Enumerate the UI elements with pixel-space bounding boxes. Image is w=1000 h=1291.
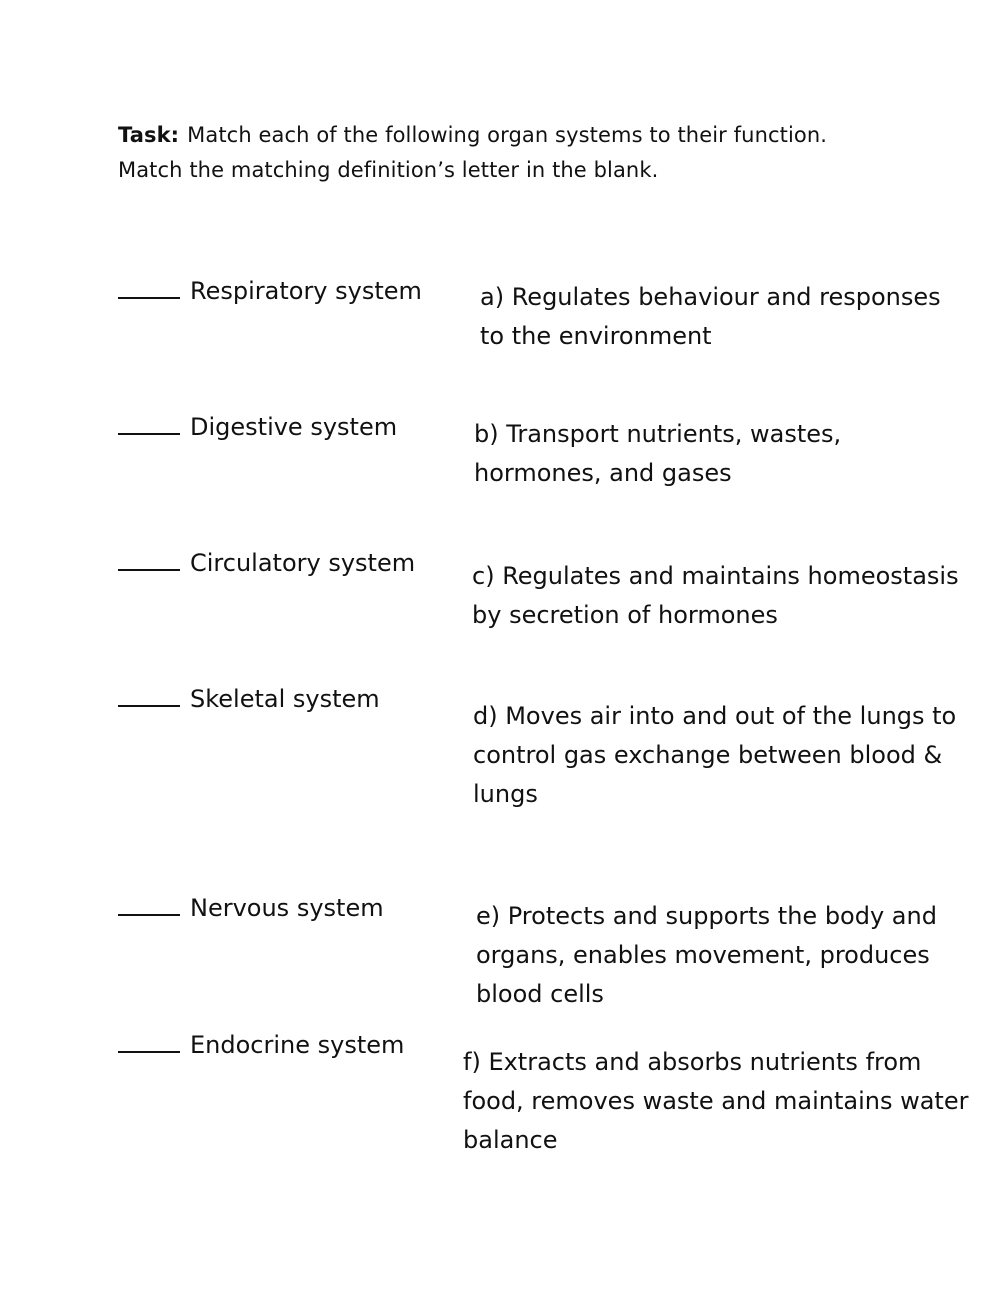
system-label: Nervous system [190, 894, 384, 922]
definition-c: c) Regulates and maintains homeostasis by secretion of hormones [472, 562, 959, 629]
definition-e: e) Protects and supports the body and organs, enables movement, produces blood cells [476, 902, 937, 1008]
task-line-2: Match the matching definition’s letter in the blank. [118, 158, 659, 182]
system-item-skeletal [118, 684, 380, 714]
system-item-respiratory [118, 276, 422, 306]
definition-a: a) Regulates behaviour and responses to the environment [480, 283, 941, 350]
answer-blank[interactable] [118, 413, 180, 435]
system-label: Skeletal system [190, 685, 380, 713]
system-item-digestive [118, 412, 397, 442]
task-instructions [118, 118, 827, 188]
definition-b: b) Transport nutrients, wastes, hormones, and gases [474, 420, 842, 487]
system-label: Digestive system [190, 413, 398, 441]
answer-blank[interactable] [118, 1031, 180, 1053]
task-instruction-text: Match each of the following organ systems to their function. [187, 123, 828, 147]
answer-blank[interactable] [118, 549, 180, 571]
system-item-endocrine [118, 1030, 404, 1060]
system-item-circulatory [118, 548, 415, 578]
answer-blank[interactable] [118, 894, 180, 916]
answer-blank[interactable] [118, 685, 180, 707]
task-line-1 [118, 118, 827, 153]
definition-d: d) Moves air into and out of the lungs to control gas exchange between blood & lungs [473, 702, 957, 808]
answer-blank[interactable] [118, 277, 180, 299]
system-label: Respiratory system [190, 277, 422, 305]
system-label: Endocrine system [190, 1031, 405, 1059]
task-label: Task: [118, 123, 180, 147]
system-label: Circulatory system [190, 549, 416, 577]
system-item-nervous [118, 893, 384, 923]
definition-f: f) Extracts and absorbs nutrients from food, removes waste and maintains water balance [463, 1048, 969, 1154]
